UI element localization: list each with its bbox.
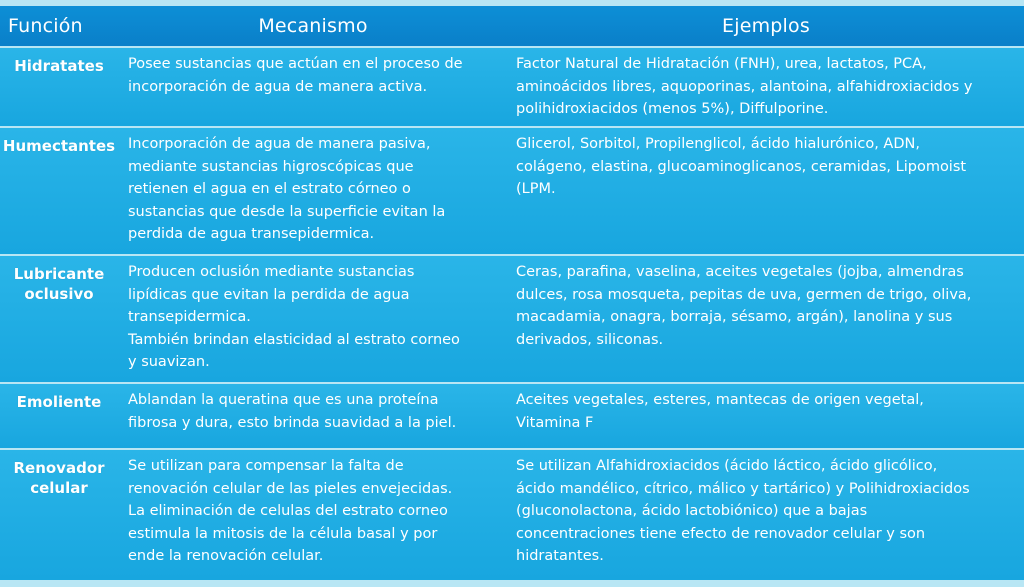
row-mecanismo: Se utilizan para compensar la falta de renovación celular de las pieles envejecidas. La eliminación de celulas del estrato corneo estimula la mitosis de la célula basal y por ende la renovación celular. [128,458,453,564]
row-ejemplos: Glicerol, Sorbitol, Propilenglicol, ácido hialurónico, ADN, colágeno, elastina, glucoaminoglicanos, ceramidas, Lipomoist (LPM. [516,136,967,197]
table-row [0,128,1024,254]
row-funcion: Hidratates [14,57,104,75]
table-row [0,48,1024,126]
row-mecanismo: Ablandan la queratina que es una proteína fibrosa y dura, esto brinda suavidad a la piel. [128,392,457,431]
table-header [0,6,1024,46]
table-row [0,450,1024,580]
header-mecanismo: Mecanismo [258,15,368,37]
row-mecanismo: Posee sustancias que actúan en el proceso de incorporación de agua de manera activa. [128,56,463,95]
row-ejemplos: Se utilizan Alfahidroxiacidos (ácido láctico, ácido glicólico, ácido mandélico, cítrico, málico y tartárico) y Polihidroxiacidos (gluconolactona, ácido lactobiónico) que a bajas concentraciones tiene efecto de renovador celular y son hidratantes. [516,458,970,564]
row-ejemplos: Factor Natural de Hidratación (FNH), urea, lactatos, PCA, aminoácidos libres, aquoporinas, alantoina, alfahidroxiacidos y polihidroxiacidos (menos 5%), Diffulporine. [516,56,973,117]
header-funcion: Función [8,15,83,37]
table-row [0,384,1024,448]
table-row [0,256,1024,382]
row-funcion: Lubricante oclusivo [13,265,105,303]
row-mecanismo: Producen oclusión mediante sustancias lipídicas que evitan la perdida de agua transepidermica. También brindan elasticidad al estrato corneo y suavizan. [128,264,460,370]
row-funcion: Emoliente [16,393,102,411]
row-funcion: Renovador celular [13,459,105,497]
row-ejemplos: Ceras, parafina, vaselina, aceites vegetales (jojba, almendras dulces, rosa mosqueta, pepitas de uva, germen de trigo, oliva, macadamia, onagra, borraja, sésamo, argán), lanolina y sus derivados, siliconas. [516,264,972,348]
row-ejemplos: Aceites vegetales, esteres, mantecas de origen vegetal, Vitamina F [516,392,924,431]
header-ejemplos: Ejemplos [722,15,810,37]
row-funcion: Humectantes [2,137,116,155]
row-mecanismo: Incorporación de agua de manera pasiva, mediante sustancias higroscópicas que retienen el agua en el estrato córneo o sustancias que desde la superficie evitan la perdida de agua transepidermica. [128,136,446,242]
